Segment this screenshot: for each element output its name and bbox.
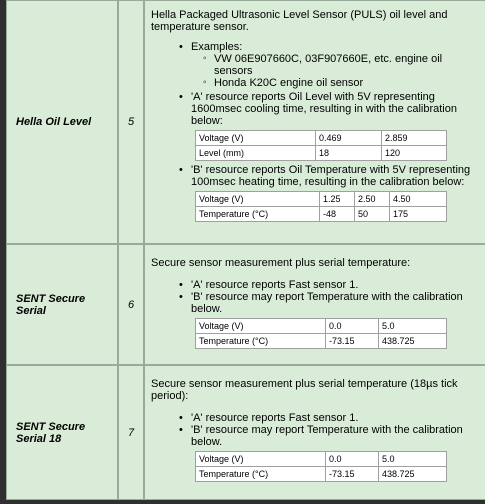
table-cell: -73.15 [326,467,379,482]
b-resource-text: • 'B' resource reports Oil Temperature with 5V representing 100msec heating time, resulting in the calibration below: [191,164,471,188]
sensor-number: 7 [127,426,135,439]
table-cell: 0.0 [326,452,379,467]
table-cell: 120 [382,146,447,161]
a-resource-text: • 'A' resource reports Oil Level with 5V representing 1600msec cooling time, resulting in with the calibration below: [191,91,457,127]
table-cell: 18 [316,146,382,161]
table-cell: 0.469 [316,131,382,146]
calibration-table [195,191,447,222]
b-resource-text: • 'B' resource may report Temperature with the calibration below. [191,424,463,448]
sensor-number-cell [118,244,144,365]
table-cell: Voltage (V) [196,131,316,146]
table-row [196,467,447,482]
table-row [196,334,447,349]
table-row [196,146,447,161]
calibration-table [195,130,447,161]
table-cell: 438.725 [379,334,447,349]
list-item: • 'A' resource reports Fast sensor 1. [179,279,485,291]
calibration-table [195,451,447,482]
table-row [6,244,485,365]
table-cell: 4.50 [390,192,447,207]
list-item [179,41,485,89]
b-resource-text: • 'B' resource may report Temperature with the calibration below. [191,291,463,315]
list-item [179,291,485,349]
example-item: ◦ VW 06E907660C, 03F907660E, etc. engine oil sensors [203,53,485,77]
sensor-name: Hella Oil Level [16,116,92,128]
table-cell: 438.725 [379,467,447,482]
table-cell: 5.0 [379,319,447,334]
sensor-description-cell [144,365,485,500]
examples-label: Examples: [191,41,243,53]
table-cell: Voltage (V) [196,452,326,467]
table-cell: 1.25 [320,192,355,207]
table-cell: Voltage (V) [196,192,320,207]
table-cell: Level (mm) [196,146,316,161]
table-cell: Temperature (°C) [196,334,326,349]
sensor-name-cell [6,244,118,365]
description-intro: Hella Packaged Ultrasonic Level Sensor (PULS) oil level and temperature sensor. [151,9,448,33]
table-cell: 2.50 [355,192,390,207]
list-item [179,424,485,482]
list-item [179,164,485,222]
sensor-name-cell [6,0,118,244]
table-cell: Voltage (V) [196,319,326,334]
sensor-number: 6 [127,298,135,311]
sensor-name: SENT Secure Serial 18 [16,420,86,445]
sensor-number: 5 [127,116,135,128]
table-row [6,365,485,500]
table-cell: -73.15 [326,334,379,349]
table-cell: 2.859 [382,131,447,146]
table-row [196,452,447,467]
description-intro: Secure sensor measurement plus serial temperature: [151,257,411,269]
table-cell: Temperature (°C) [196,467,326,482]
sensor-name-cell [6,365,118,500]
list-item: • 'A' resource reports Fast sensor 1. [179,412,485,424]
sensor-number-cell [118,0,144,244]
table-cell: 0.0 [326,319,379,334]
sensor-number-cell [118,365,144,500]
sensor-name: SENT Secure Serial [16,292,86,317]
sensor-description-cell [144,244,485,365]
table-row [196,319,447,334]
table-row [196,192,447,207]
description-intro: Secure sensor measurement plus serial temperature (18µs tick period): [151,378,458,402]
example-item: ◦ Honda K20C engine oil sensor [203,77,485,89]
table-cell: 175 [390,207,447,222]
table-cell: -48 [320,207,355,222]
list-item [179,91,485,161]
table-cell: Temperature (°C) [196,207,320,222]
table-cell: 50 [355,207,390,222]
calibration-table [195,318,447,349]
table-row [196,131,447,146]
sensor-description-cell [144,0,485,244]
table-cell: 5.0 [379,452,447,467]
table-row [196,207,447,222]
table-row [6,0,485,244]
